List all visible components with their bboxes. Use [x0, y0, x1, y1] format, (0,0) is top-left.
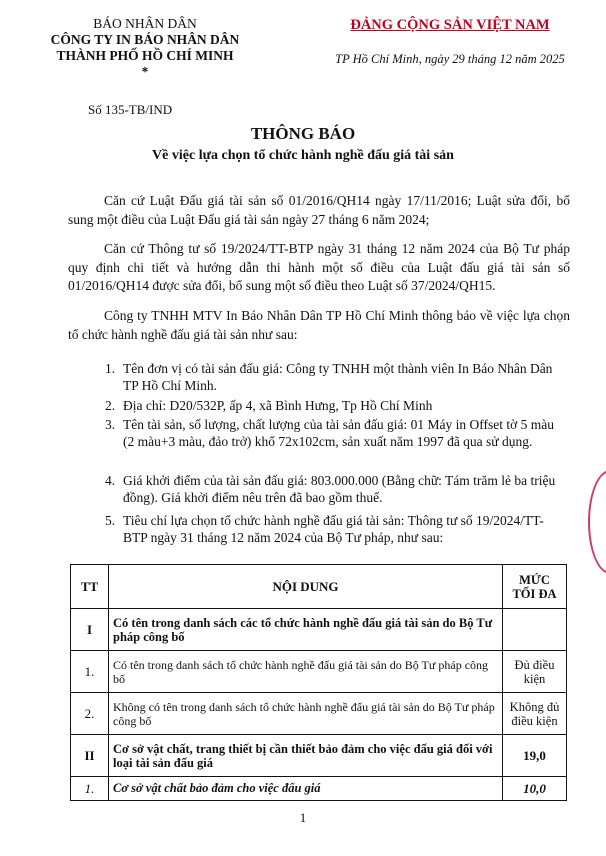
list-item: [105, 360, 565, 394]
page-number: 1: [299, 810, 307, 825]
table-header-row: [71, 565, 567, 609]
row-content: Không có tên trong danh sách tổ chức hành nghề đấu giá tài sản do Bộ Tư pháp công bố: [109, 693, 503, 735]
list-item-number: 1.: [105, 361, 116, 376]
paragraph-3: Công ty TNHH MTV In Báo Nhân Dân TP Hồ Chí Minh thông báo về việc lựa chọn tổ chức hành nghề đấu giá tài sản như sau:: [68, 308, 570, 342]
row-max: Không đủ điều kiện: [503, 693, 567, 735]
row-content: Có tên trong danh sách các tổ chức hành nghề đấu giá tài sản do Bộ Tư pháp công bố: [109, 609, 503, 651]
table-row: [71, 693, 567, 735]
row-max: Đủ điều kiện: [503, 651, 567, 693]
party-block: [300, 16, 600, 67]
paragraph-2: Căn cứ Thông tư số 19/2024/TT-BTP ngày 31 tháng 12 năm 2024 của Bộ Tư pháp quy định chi tiết và hướng dẫn thi hành một số điều của Luật đấu giá tài sản số 01/2016/QH14 được sửa đổi, bổ sung một số điều theo Luật số 37/2024/QH15.: [68, 241, 570, 293]
party-title: ĐẢNG CỘNG SẢN VIỆT NAM: [350, 17, 550, 33]
issuer-name: CÔNG TY IN BÁO NHÂN DÂN: [50, 32, 240, 47]
doc-number: Số 135-TB/IND: [88, 102, 173, 117]
row-max: [503, 609, 567, 651]
paragraph-1: Căn cứ Luật Đấu giá tài sản số 01/2016/QH14 ngày 17/11/2016; Luật sửa đổi, bổ sung một điều của Luật Đấu giá tài sản ngày 27 tháng 6 năm 2024;: [68, 193, 570, 227]
list-item-text: Địa chỉ: D20/532P, ấp 4, xã Bình Hưng, Tp Hồ Chí Minh: [123, 398, 433, 413]
row-content: Cơ sở vật chất, trang thiết bị cần thiết bảo đảm cho việc đấu giá đối với loại tài sản đấu giá: [109, 735, 503, 777]
table-row: [71, 609, 567, 651]
table-row: [71, 651, 567, 693]
header-content: NỘI DUNG: [109, 565, 503, 609]
list-item-text: Tiêu chí lựa chọn tổ chức hành nghề đấu giá tài sản: Thông tư số 19/2024/TT-BTP ngày 31 tháng 12 năm 2024 của Bộ Tư pháp, như sau:: [123, 513, 544, 545]
list-item-number: 4.: [105, 473, 116, 488]
list-item-text: Tên đơn vị có tài sản đấu giá: Công ty TNHH một thành viên In Báo Nhân Dân TP Hồ Chí Minh.: [123, 361, 553, 393]
row-max: 10,0: [503, 777, 567, 801]
place-date: TP Hồ Chí Minh, ngày 29 tháng 12 năm 2025: [335, 52, 565, 66]
official-stamp: [588, 470, 606, 574]
table-row: [71, 735, 567, 777]
criteria-table: [70, 564, 567, 801]
list-item: [105, 416, 565, 450]
row-tt: 1.: [71, 651, 109, 693]
list-item-text: Giá khởi điểm của tài sản đấu giá: 803.000.000 (Bằng chữ: Tám trăm lẻ ba triệu đồng). Giá khởi điểm nêu trên đã bao gồm thuế.: [123, 473, 556, 505]
row-tt: I: [71, 609, 109, 651]
row-max: 19,0: [503, 735, 567, 777]
issuer-city: THÀNH PHỐ HỒ CHÍ MINH: [56, 48, 234, 63]
list-item-number: 3.: [105, 417, 116, 432]
list-item-text: Tên tài sản, số lượng, chất lượng của tài sản đấu giá: 01 Máy in Offset tờ 5 màu (2 màu+3 màu, đảo trở) khổ 72x102cm, sản xuất năm 1997 đã qua sử dụng.: [123, 417, 554, 449]
doc-title: THÔNG BÁO: [250, 124, 356, 143]
row-content: Cơ sở vật chất bảo đảm cho việc đấu giá: [109, 777, 503, 801]
list-item-number: 5.: [105, 513, 116, 528]
row-tt: 2.: [71, 693, 109, 735]
row-content: Có tên trong danh sách tổ chức hành nghề đấu giá tài sản do Bộ Tư pháp công bố: [109, 651, 503, 693]
doc-subtitle: Về việc lựa chọn tổ chức hành nghề đấu giá tài sản: [152, 148, 454, 163]
table-row: [71, 777, 567, 801]
header-tt: TT: [71, 565, 109, 609]
list-item: [105, 472, 565, 506]
issuer-block: [20, 16, 270, 80]
issuer-parent: BÁO NHÂN DÂN: [93, 16, 197, 31]
list-item: [105, 512, 565, 546]
list-item-number: 2.: [105, 398, 116, 413]
row-tt: II: [71, 735, 109, 777]
header-max: MỨC TỐI ĐA: [503, 565, 567, 609]
issuer-star: *: [141, 64, 149, 79]
list-item: [105, 397, 565, 414]
row-tt: 1.: [71, 777, 109, 801]
